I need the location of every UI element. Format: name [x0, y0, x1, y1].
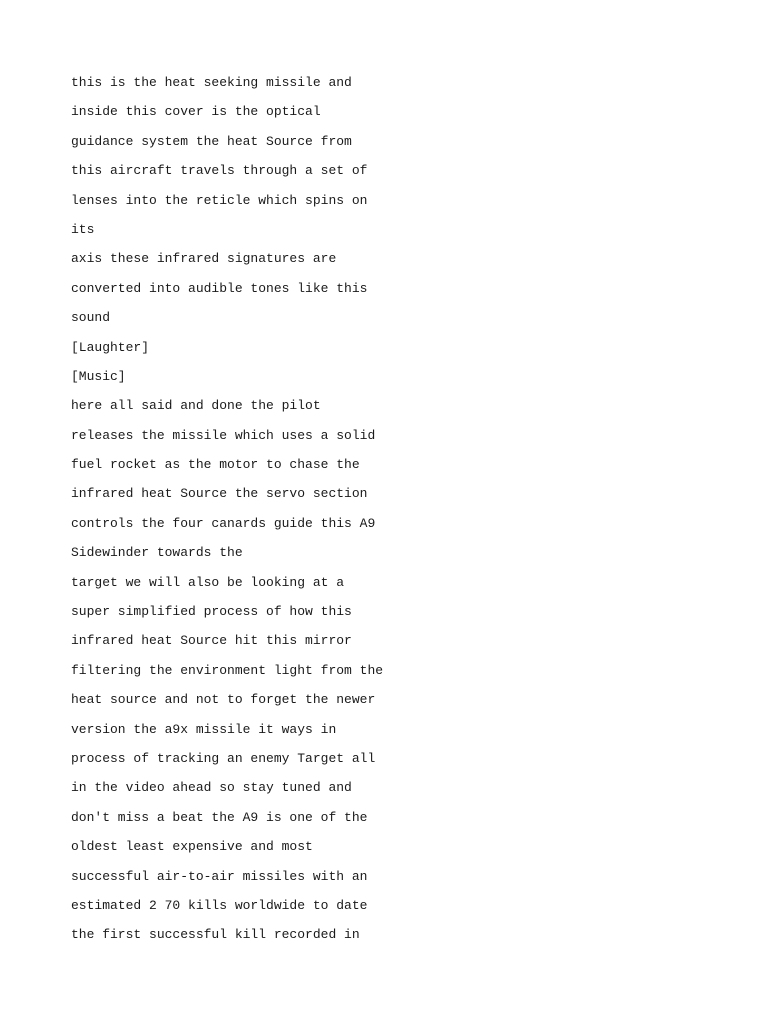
- transcript-line: infrared heat Source hit this mirror: [71, 633, 352, 649]
- transcript-line: [Music]: [71, 368, 126, 384]
- transcript-line: in the video ahead so stay tuned and: [71, 780, 352, 796]
- transcript-line: guidance system the heat Source from: [71, 133, 352, 149]
- transcript-line: don't miss a beat the A9 is one of the: [71, 809, 368, 825]
- transcript-line: successful air-to-air missiles with an: [71, 868, 368, 884]
- transcript-line: Sidewinder towards the: [71, 545, 243, 561]
- transcript-line: sound: [71, 310, 111, 326]
- transcript-line: target we will also be looking at a: [71, 574, 345, 590]
- transcript-line: converted into audible tones like this: [71, 280, 368, 296]
- transcript-line: here all said and done the pilot: [71, 398, 321, 414]
- transcript-line: releases the missile which uses a solid: [71, 427, 376, 443]
- transcript-line: lenses into the reticle which spins on: [71, 192, 368, 208]
- transcript-line: this is the heat seeking missile and: [71, 75, 352, 90]
- transcript-line: heat source and not to forget the newer: [71, 692, 376, 708]
- transcript-line: controls the four canards guide this A9: [71, 515, 376, 531]
- transcript-line: version the a9x missile it ways in: [71, 721, 337, 737]
- transcript-line: the first successful kill recorded in: [71, 927, 360, 943]
- transcript-line: oldest least expensive and most: [71, 839, 313, 855]
- transcript-line: inside this cover is the optical: [71, 104, 321, 120]
- transcript-line: estimated 2 70 kills worldwide to date: [71, 897, 368, 913]
- transcript-line: axis these infrared signatures are: [71, 251, 337, 267]
- transcript-line: [Laughter]: [71, 339, 150, 355]
- transcript-line: filtering the environment light from the: [71, 662, 384, 678]
- transcript-line: infrared heat Source the servo section: [71, 486, 368, 502]
- transcript-line: this aircraft travels through a set of: [71, 163, 368, 179]
- transcript-line: process of tracking an enemy Target all: [71, 750, 376, 766]
- transcript-text: [71, 68, 383, 950]
- transcript-line: its: [71, 221, 95, 237]
- transcript-line: super simplified process of how this: [71, 604, 352, 620]
- transcript-line: fuel rocket as the motor to chase the: [71, 457, 360, 473]
